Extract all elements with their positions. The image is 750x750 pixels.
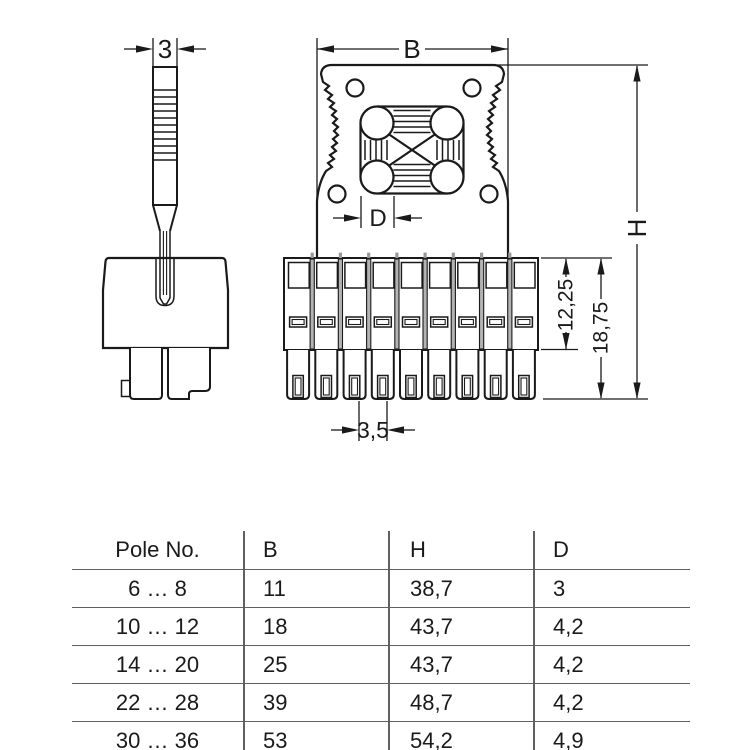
blade-width-dimension [124, 34, 206, 66]
wire-entry [317, 263, 338, 289]
tab-slot [406, 376, 416, 398]
dim-label-blade-width: 3 [157, 34, 173, 64]
dim-label-total-height: 18,75 [589, 301, 613, 355]
table-row [72, 570, 690, 608]
dim-label-pitch: 3,5 [357, 417, 389, 443]
tab-slot [349, 376, 359, 398]
col-header-d: D [553, 537, 569, 562]
height-dimension-h [622, 65, 652, 399]
cell-b: 11 [263, 575, 286, 601]
pitch-dimension [331, 401, 415, 443]
upper-height-dimension [555, 258, 578, 350]
wire-entry [345, 263, 366, 289]
cell-d: 4,9 [553, 727, 584, 750]
wire-entry [373, 263, 394, 289]
table-row [72, 722, 690, 750]
pole-divider [451, 259, 455, 349]
wire-entry [486, 263, 507, 289]
wire-entry [514, 263, 535, 289]
divider-stub [311, 253, 314, 258]
table-header-row [72, 531, 690, 570]
housing-leg-notch [122, 381, 131, 397]
operating-tool [153, 67, 177, 231]
housing-left-leg [130, 348, 162, 399]
cell-pole: 22 … 28 [115, 689, 200, 715]
mounting-hole [464, 80, 481, 97]
dim-label-width-b: B [403, 34, 421, 64]
divider-stub [395, 253, 398, 258]
housing-side-view [103, 258, 228, 399]
divider-stub [424, 253, 427, 258]
cell-b: 18 [263, 613, 288, 639]
tab-slot [491, 376, 501, 398]
dim-label-upper-height: 12,25 [554, 278, 578, 332]
mounting-hole [329, 186, 346, 203]
dimension-table [72, 531, 690, 750]
contact-pin-cluster [361, 107, 464, 194]
pole-divider [310, 259, 314, 349]
wire-entry [458, 263, 479, 289]
top-view [317, 65, 508, 257]
cell-pole: 10 … 12 [115, 613, 200, 639]
table-row [72, 684, 690, 722]
divider-stub [339, 253, 342, 258]
tab-slot [378, 376, 388, 398]
cell-b: 53 [263, 727, 288, 750]
wire-entry [430, 263, 451, 289]
cell-h: 48,7 [410, 689, 453, 715]
wire-entry [289, 263, 310, 289]
tab-slot [321, 376, 331, 398]
divider-stub [480, 253, 483, 258]
cell-h: 38,7 [410, 575, 453, 601]
cell-d: 4,2 [553, 613, 584, 639]
cell-h: 43,7 [410, 651, 453, 677]
table-row [72, 646, 690, 684]
wire-entry [401, 263, 422, 289]
tab-slot [519, 376, 529, 398]
contact-pin [431, 107, 464, 140]
contact-pin [431, 161, 464, 194]
dim-label-pin-d: D [369, 205, 387, 232]
mounting-hole [347, 80, 364, 97]
table-column-divider [533, 531, 535, 750]
table-column-divider [243, 531, 245, 750]
divider-stub [508, 253, 511, 258]
col-header-h: H [410, 537, 426, 562]
cell-pole: 14 … 20 [115, 651, 200, 677]
tab-slot [434, 376, 444, 398]
dim-label-height-h: H [622, 218, 652, 238]
contact-pin [361, 107, 394, 140]
tab-slot [462, 376, 472, 398]
cell-d: 4,2 [553, 651, 584, 677]
mounting-hole [481, 186, 498, 203]
table-column-divider [388, 531, 390, 750]
housing-right-leg [168, 348, 210, 399]
tab-slot [293, 376, 303, 398]
cell-pole: 6 … 8 [128, 575, 187, 601]
pin-dimension-d [333, 196, 422, 232]
cell-h: 54,2 [410, 727, 453, 750]
col-header-b: B [263, 537, 278, 562]
cell-d: 3 [553, 575, 566, 601]
cell-h: 43,7 [410, 613, 453, 639]
cell-d: 4,2 [553, 689, 584, 715]
table-row [72, 608, 690, 646]
col-header-pole: Pole No. [115, 537, 200, 562]
pole-cells [287, 253, 535, 399]
pole-divider [338, 259, 342, 349]
total-height-dimension [590, 258, 613, 399]
pole-divider [395, 259, 399, 349]
pole-divider [423, 259, 427, 349]
cell-b: 25 [263, 651, 288, 677]
divider-stub [452, 253, 455, 258]
divider-stub [367, 253, 370, 258]
contact-pin [361, 161, 394, 194]
cell-pole: 30 … 36 [115, 727, 200, 750]
cell-b: 39 [263, 689, 288, 715]
pole-divider [508, 259, 512, 349]
pole-divider [480, 259, 484, 349]
front-view [284, 253, 538, 399]
pole-divider [367, 259, 371, 349]
